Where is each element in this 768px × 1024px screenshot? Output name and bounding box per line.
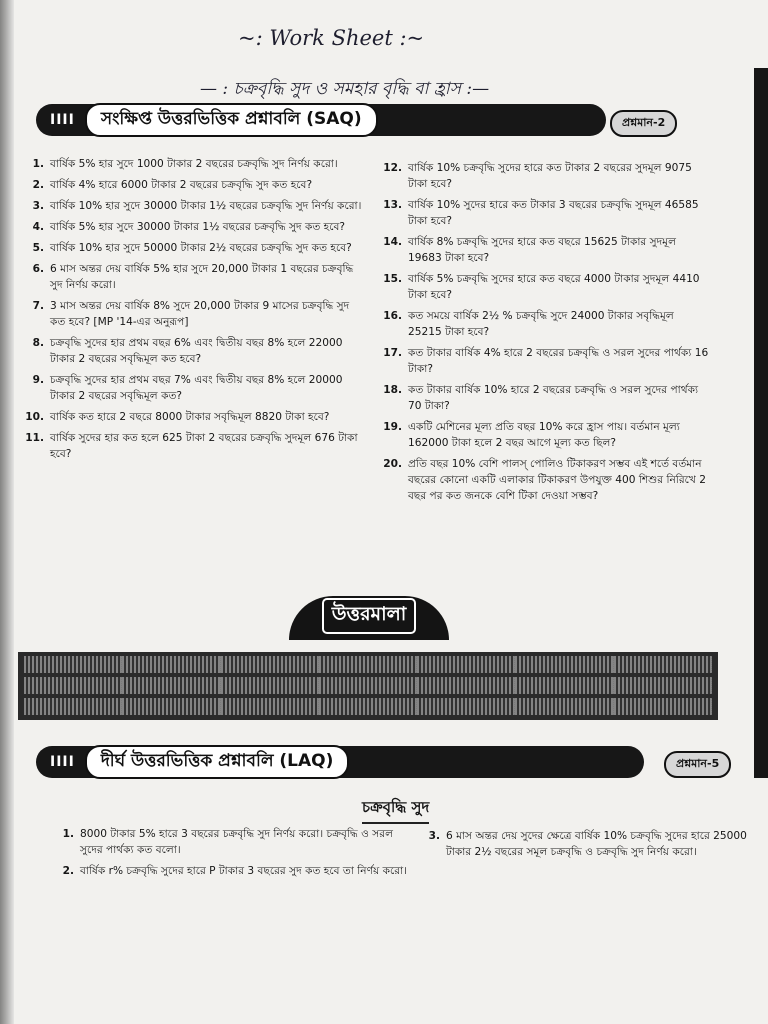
question-text: 3 মাস অন্তর দেয় বার্ষিক 8% সুদে 20,000 টাকার 9 মাসের চক্রবৃদ্ধি সুদ কত হবে? [MP '14-এর অনুরূপ] [50,300,350,328]
question-number: 20. [383,458,402,470]
question-text: কত টাকার বার্ষিক 10% হারে 2 বছরের চক্রবৃদ্ধি ও সরল সুদের পার্থক্য 70 টাকা? [408,384,699,412]
saq-marks-tag: প্রশ্নমান-2 [610,110,677,137]
question-text: বার্ষিক 5% হার সুদে 1000 টাকার 2 বছরের চক্রবৃদ্ধি সুদ নির্ণয় করো। [50,158,338,170]
question-text: 6 মাস অন্তর দেয় সুদের ক্ষেত্রে বার্ষিক 10% চক্রবৃদ্ধি সুদের হারে 25000 টাকার 2½ বছরের সমূল চক্রবৃদ্ধি ও চক্রবৃদ্ধি সুদ নির্ণয় করো। [446,830,747,858]
scan-right-edge [754,68,768,778]
question-number: 14. [383,236,402,248]
question-text: বার্ষিক 4% হারে 6000 টাকার 2 বছরের চক্রবৃদ্ধি সুদ কত হবে? [50,179,313,191]
question-number: 1. [62,828,74,840]
question-number: 5. [32,242,44,254]
answers-header [289,596,449,640]
question-number: 2. [32,179,44,191]
question-text: 8000 টাকার 5% হারে 3 বছরের চক্রবৃদ্ধি সুদ নির্ণয় করো। চক্রবৃদ্ধি ও সরল সুদের পার্থক্য কত বলো। [80,828,393,856]
answers-strip [18,652,718,720]
laq-subheading: চক্রবৃদ্ধি সুদ [362,796,429,824]
question-text: বার্ষিক 10% সুদের হারে কত টাকার 3 বছরের চক্রবৃদ্ধি সুদমূল 46585 টাকা হবে? [408,199,699,227]
bars-icon: IIII [50,112,75,128]
saq-left-column [22,156,364,467]
question-item [22,177,364,193]
bars-icon: IIII [50,754,75,770]
question-item [22,156,364,172]
question-text: বার্ষিক 10% চক্রবৃদ্ধি সুদের হারে কত টাকার 2 বছরের সুদমূল 9075 টাকা হবে? [408,162,692,190]
laq-title: দীর্ঘ উত্তরভিত্তিক প্রশ্নাবলি (LAQ) [85,745,350,779]
question-number: 12. [383,162,402,174]
question-text: বার্ষিক 10% হার সুদে 30000 টাকার 1½ বছরের চক্রবৃদ্ধি সুদ নির্ণয় করো। [50,200,362,212]
question-number: 3. [32,200,44,212]
question-item [22,240,364,256]
question-text: কত টাকার বার্ষিক 4% হারে 2 বছরের চক্রবৃদ্ধি ও সরল সুদের পার্থক্য 16 টাকা? [408,347,709,375]
question-number: 13. [383,199,402,211]
question-item [22,430,364,462]
question-text: প্রতি বছর 10% বেশি পালস্ পোলিও টিকাকরণ সম্ভব এই শর্তে বর্তমান বছরের কোনো একটি এলাকার টিকাকরণ উপযুক্ত 400 শিশুর নিরিখে 2 বছর পর কত জনকে বেশি টিকা দেওয়া সম্ভব? [408,458,706,502]
laq-left-column [52,826,412,884]
question-item [380,197,710,229]
question-text: বার্ষিক r% চক্রবৃদ্ধি সুদের হারে P টাকার 3 বছরের সুদ কত হবে তা নির্ণয় করো। [80,865,407,877]
question-number: 16. [383,310,402,322]
question-number: 10. [25,411,44,423]
question-text: একটি মেশিনের মূল্য প্রতি বছর 10% করে হ্রাস পায়। বর্তমান মূল্য 162000 টাকা হলে 2 বছর আগে মূল্য কত ছিল? [408,421,680,449]
question-item [380,382,710,414]
question-number: 7. [32,300,44,312]
question-item [52,826,412,858]
saq-right-column [380,160,710,509]
question-item [22,409,364,425]
question-number: 2. [62,865,74,877]
question-item [22,261,364,293]
question-number: 11. [25,432,44,444]
laq-right-column [418,828,748,865]
question-number: 19. [383,421,402,433]
question-text: বার্ষিক সুদের হার কত হলে 625 টাকা 2 বছরের চক্রবৃদ্ধি সুদমূল 676 টাকা হবে? [50,432,358,460]
question-item [380,160,710,192]
question-number: 17. [383,347,402,359]
question-text: বার্ষিক 8% চক্রবৃদ্ধি সুদের হারে কত বছরে 15625 টাকার সুদমূল 19683 টাকা হবে? [408,236,676,264]
worksheet-title: ~: Work Sheet :~ [238,26,425,50]
question-number: 9. [32,374,44,386]
question-item [380,345,710,377]
saq-section-bar [36,104,606,136]
question-number: 8. [32,337,44,349]
answers-label: উত্তরমালা [322,598,417,634]
question-text: বার্ষিক কত হারে 2 বছরে 8000 টাকার সবৃদ্ধিমূল 8820 টাকা হবে? [50,411,330,423]
question-item [52,863,412,879]
question-number: 4. [32,221,44,233]
question-item [380,419,710,451]
laq-marks-tag: প্রশ্নমান-5 [664,751,731,778]
question-item [22,198,364,214]
laq-section-bar [36,746,644,778]
question-number: 1. [32,158,44,170]
question-item [22,298,364,330]
scan-left-edge [0,0,14,1024]
question-text: 6 মাস অন্তর দেয় বার্ষিক 5% হার সুদে 20,000 টাকার 1 বছরের চক্রবৃদ্ধি সুদ নির্ণয় করো। [50,263,354,291]
question-item [22,219,364,235]
question-text: বার্ষিক 5% হার সুদে 30000 টাকার 1½ বছরের চক্রবৃদ্ধি সুদ কত হবে? [50,221,346,233]
question-text: চক্রবৃদ্ধি সুদের হার প্রথম বছর 6% এবং দ্বিতীয় বছর 8% হলে 22000 টাকার 2 বছরের সবৃদ্ধিমূল কত হবে? [50,337,343,365]
question-item [380,308,710,340]
question-text: বার্ষিক 10% হার সুদে 50000 টাকার 2½ বছরের চক্রবৃদ্ধি সুদ কত হবে? [50,242,352,254]
question-text: চক্রবৃদ্ধি সুদের হার প্রথম বছর 7% এবং দ্বিতীয় বছর 8% হলে 20000 টাকার 2 বছরের সবৃদ্ধিমূল কত? [50,374,343,402]
question-number: 15. [383,273,402,285]
topic-heading: — : চক্রবৃদ্ধি সুদ ও সমহার বৃদ্ধি বা হ্রাস :— [200,79,490,99]
question-item [22,372,364,404]
question-item [380,456,710,504]
question-item [418,828,748,860]
saq-title: সংক্ষিপ্ত উত্তরভিত্তিক প্রশ্নাবলি (SAQ) [85,103,378,137]
question-number: 6. [32,263,44,275]
question-number: 3. [428,830,440,842]
question-item [22,335,364,367]
question-number: 18. [383,384,402,396]
question-text: কত সময়ে বার্ষিক 2½ % চক্রবৃদ্ধি সুদে 24000 টাকার সবৃদ্ধিমূল 25215 টাকা হবে? [408,310,674,338]
question-item [380,271,710,303]
question-text: বার্ষিক 5% চক্রবৃদ্ধি সুদের হারে কত বছরে 4000 টাকার সুদমূল 4410 টাকা হবে? [408,273,700,301]
question-item [380,234,710,266]
